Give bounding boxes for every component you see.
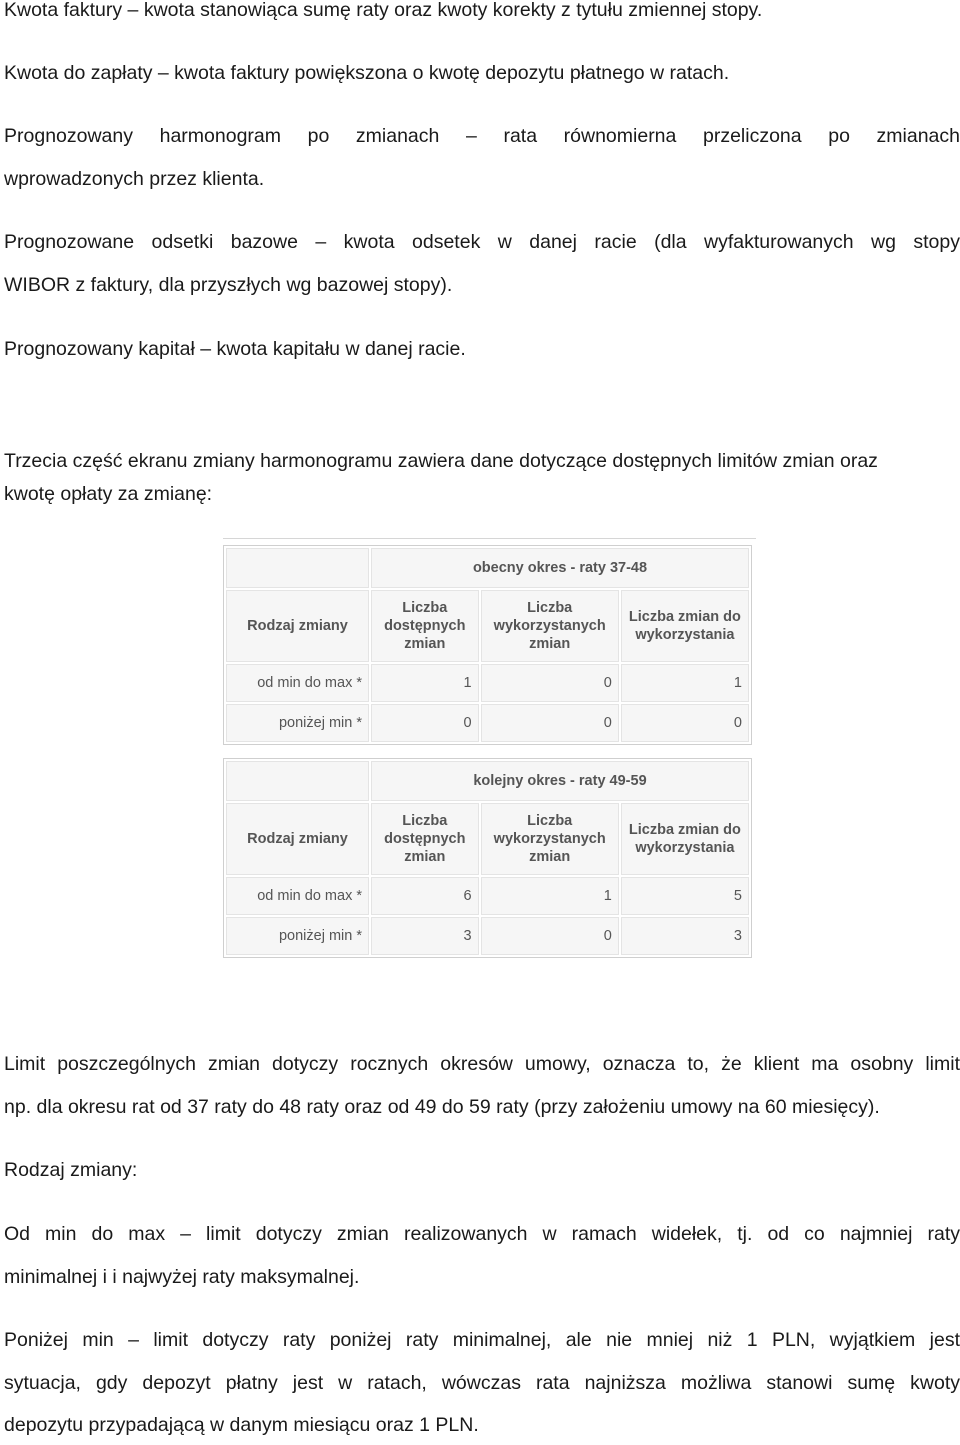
limits-table-next: [223, 758, 752, 958]
table-row: [226, 704, 749, 742]
definition-prognozowany-harmonogram-line2: wprowadzonych przez klienta.: [4, 168, 265, 190]
definition-prognozowane-odsetki-line2: WIBOR z faktury, dla przyszłych wg bazowej stopy).: [4, 274, 453, 296]
table-row: [226, 877, 749, 915]
cell-do-wykorzystania: 5: [621, 877, 749, 915]
definition-prognozowany-harmonogram-line1: Prognozowany harmonogram po zmianach – rata równomierna przeliczona po zmianach: [4, 125, 960, 147]
row-label: od min do max *: [226, 877, 369, 915]
definition-prognozowany-kapital: Prognozowany kapitał – kwota kapitału w danej racie.: [4, 338, 466, 360]
col-header-dostepne: Liczba dostępnych zmian: [371, 803, 479, 875]
corner-cell: [226, 761, 369, 801]
od-min-do-max-line1: Od min do max – limit dotyczy zmian realizowanych w ramach widełek, tj. od co najmniej raty: [4, 1223, 960, 1245]
period-header: kolejny okres - raty 49-59: [371, 761, 749, 801]
cell-wykorzystane: 0: [481, 664, 619, 702]
definition-kwota-faktury: Kwota faktury – kwota stanowiąca sumę raty oraz kwoty korekty z tytułu zmiennej stopy.: [4, 0, 763, 21]
col-header-do-wykorzystania: Liczba zmian do wykorzystania: [621, 590, 749, 662]
definition-kwota-do-zaplaty: Kwota do zapłaty – kwota faktury powiększona o kwotę depozytu płatnego w ratach.: [4, 62, 730, 84]
cell-do-wykorzystania: 0: [621, 704, 749, 742]
od-min-do-max-line2: minimalnej i i najwyżej raty maksymalnej.: [4, 1266, 360, 1288]
col-header-wykorzystane: Liczba wykorzystanych zmian: [481, 590, 619, 662]
col-header-dostepne: Liczba dostępnych zmian: [371, 590, 479, 662]
table-divider: [223, 538, 756, 539]
limits-table-current: [223, 545, 752, 745]
rodzaj-zmiany-heading: Rodzaj zmiany:: [4, 1159, 138, 1181]
limits-table-current-grid: [224, 546, 751, 744]
col-header-do-wykorzystania: Liczba zmian do wykorzystania: [621, 803, 749, 875]
corner-cell: [226, 548, 369, 588]
period-header: obecny okres - raty 37-48: [371, 548, 749, 588]
intro-limits-line1: Trzecia część ekranu zmiany harmonogramu zawiera dane dotyczące dostępnych limitów zmian oraz: [4, 450, 878, 472]
ponizej-min-line2: sytuacja, gdy depozyt płatny jest w ratach, wówczas rata najniższa możliwa stanowi sumę kwoty: [4, 1372, 960, 1394]
limits-table-next-grid: [224, 759, 751, 957]
cell-wykorzystane: 0: [481, 704, 619, 742]
col-header-rodzaj: Rodzaj zmiany: [226, 590, 369, 662]
limit-explanation-line2: np. dla okresu rat od 37 raty do 48 raty oraz od 49 do 59 raty (przy założeniu umowy na 60 miesięcy).: [4, 1096, 880, 1118]
cell-do-wykorzystania: 3: [621, 917, 749, 955]
definition-prognozowane-odsetki-line1: Prognozowane odsetki bazowe – kwota odsetek w danej racie (dla wyfakturowanych wg stopy: [4, 231, 960, 253]
intro-limits-line2: kwotę opłaty za zmianę:: [4, 483, 213, 505]
row-label: poniżej min *: [226, 917, 369, 955]
table-row: [226, 917, 749, 955]
cell-wykorzystane: 0: [481, 917, 619, 955]
ponizej-min-line3: depozytu przypadającą w danym miesiącu oraz 1 PLN.: [4, 1414, 479, 1436]
row-label: poniżej min *: [226, 704, 369, 742]
cell-wykorzystane: 1: [481, 877, 619, 915]
col-header-wykorzystane: Liczba wykorzystanych zmian: [481, 803, 619, 875]
ponizej-min-line1: Poniżej min – limit dotyczy raty poniżej raty minimalnej, ale nie mniej niż 1 PLN, wyjątkiem jest: [4, 1329, 960, 1351]
cell-dostepne: 0: [371, 704, 479, 742]
limit-explanation-line1: Limit poszczególnych zmian dotyczy rocznych okresów umowy, oznacza to, że klient ma osobny limit: [4, 1053, 960, 1075]
cell-dostepne: 3: [371, 917, 479, 955]
cell-dostepne: 1: [371, 664, 479, 702]
cell-do-wykorzystania: 1: [621, 664, 749, 702]
cell-dostepne: 6: [371, 877, 479, 915]
row-label: od min do max *: [226, 664, 369, 702]
col-header-rodzaj: Rodzaj zmiany: [226, 803, 369, 875]
table-row: [226, 664, 749, 702]
